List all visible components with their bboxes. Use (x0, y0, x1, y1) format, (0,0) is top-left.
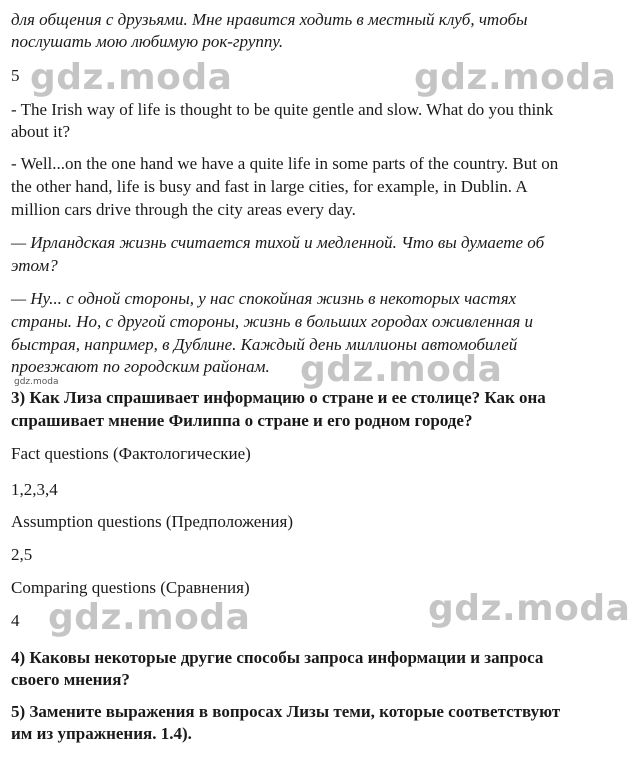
watermark-small: gdz.moda (14, 377, 59, 387)
watermark: gdz.moda (30, 57, 233, 98)
text-line: about it? (11, 122, 71, 141)
text-line: этом? (11, 256, 58, 275)
watermark: gdz.moda (48, 597, 251, 638)
text-line: быстрая, например, в Дублине. Каждый день миллионы автомобилей (11, 335, 518, 354)
question-type-label: Assumption questions (Предположения) (11, 512, 293, 531)
section-heading-3: 3) Как Лиза спрашивает информацию о стране и ее столице? Как она (11, 388, 546, 407)
item-number: 5 (11, 66, 20, 85)
question-type-value: 1,2,3,4 (11, 480, 58, 499)
question-type-value: 4 (11, 611, 20, 630)
section-heading-4: своего мнения? (11, 670, 130, 689)
text-line: послушать мою любимую рок-группу. (11, 32, 284, 51)
text-line: проезжают по городским районам. (11, 357, 270, 376)
watermark: gdz.moda (300, 349, 503, 390)
section-heading-4: 4) Каковы некоторые другие способы запроса информации и запроса (11, 648, 544, 667)
question-type-value: 2,5 (11, 545, 33, 564)
text-line: — Ирландская жизнь считается тихой и медленной. Что вы думаете об (11, 233, 545, 252)
text-line: — Ну... с одной стороны, у нас спокойная жизнь в некоторых частях (11, 289, 517, 308)
text-line: для общения с друзьями. Мне нравится ходить в местный клуб, чтобы (11, 10, 528, 29)
text-line: - Well...on the one hand we have a quite life in some parts of the country. But on (11, 154, 559, 173)
question-type-label: Comparing questions (Сравнения) (11, 578, 250, 597)
question-type-label: Fact questions (Фактологические) (11, 444, 251, 463)
text-line: - The Irish way of life is thought to be quite gentle and slow. What do you think (11, 100, 554, 119)
watermark: gdz.moda (414, 57, 617, 98)
text-line: страны. Но, с другой стороны, жизнь в больших городах оживленная и (11, 312, 534, 331)
text-line: the other hand, life is busy and fast in large cities, for example, in Dublin. A (11, 177, 528, 196)
watermark: gdz.moda (428, 588, 631, 629)
section-heading-3: спрашивает мнение Филиппа о стране и его родном городе? (11, 411, 473, 430)
section-heading-5: 5) Замените выражения в вопросах Лизы теми, которые соответствуют (11, 702, 561, 721)
text-line: million cars drive through the city areas every day. (11, 200, 356, 219)
section-heading-5: им из упражнения. 1.4). (11, 724, 192, 743)
